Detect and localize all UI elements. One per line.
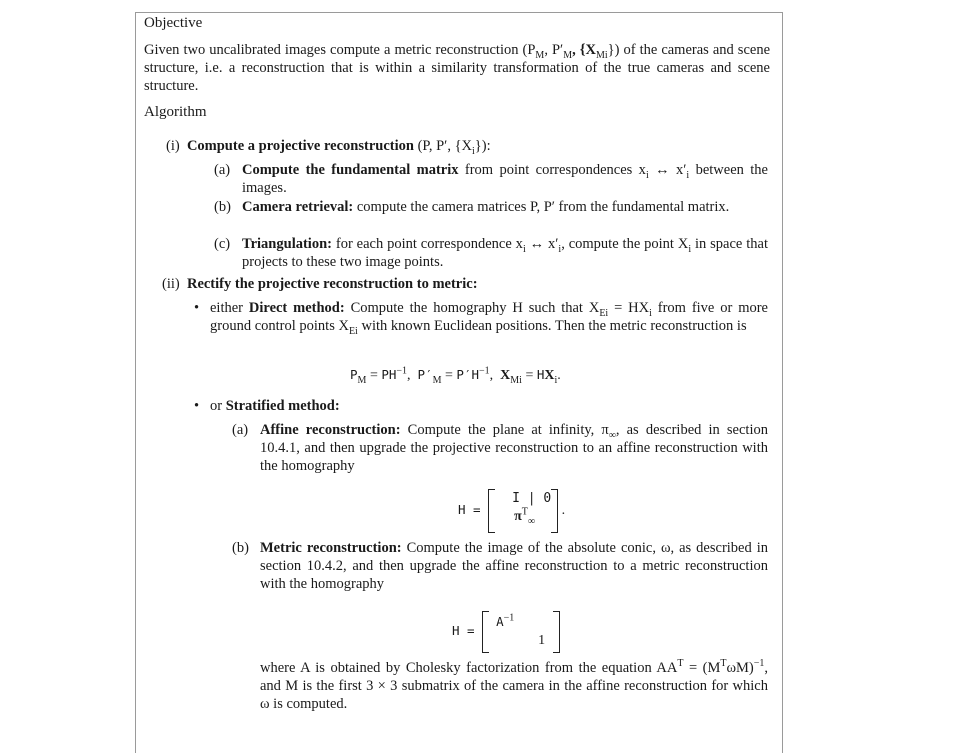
- algorithm-box: Objective Given two uncalibrated images compute a metric reconstruction ($P_M$, $P'_M$, $\{X_{Mi}\}$) of the cameras and scene structure, i.e. a reconstruction that is within a similarity transformation of the true cameras and scene structure. Algorithm (i) Compute a projective reconstruction (P, P′, $\{X_i\}$): (a) Compute the fundamental matrix from point correspondences $x_i$ ↔ $x'_i$ between the images. (b) Camera retrieval: compute the camera matrices P, P′ from the fundamental matrix. (c) Triangulation: for each point correspondence $x_i$ ↔ $x'_i$, compute the point $X_i$ in space that projects to these two image points. (ii) Rectify the projective reconstruction to metric: • either Direct method: Compute the homography H such that $X_{Ei} = HX_i$ from five or more ground control points $X_{Ei}$ with known Euclidean positions. Then the metric reconstruction is $P_M = PH^{-1}$, $P'_M = P'H^{-1}$, $X_{Mi} = HX_i$. • or Stratified method: (a) Affine reconstruction: Compute the plane at infinity, $\pi_\infty$, as described in section 10.4.1, and then upgrade the projective reconstruction to an affine reconstruction with the homography H = I | 0 $\pi^T_\infty$ . (b) Metric reconstruction: Compute the image of the absolute conic, ω, as described in section 10.4.2, and then upgrade the affine reconstruction to a metric reconstruction with the homography H = $A^{-1}$ 1 where A is obtained by Cholesky factorization from the equation $AA^T = (M^T\omega M)^{-1}$, and M is the first 3 × 3 submatrix of the camera in the affine reconstruction for which ω is computed.: [135, 12, 783, 753]
- objective-text: Given two uncalibrated images compute a metric reconstruction ($P_M$, $P'_M$, $\{X_{Mi}\}$) of the cameras and scene structure, i.e. a reconstruction that is within a similarity transformation of the true cameras and scene structure.: [144, 42, 771, 94]
- bullet-icon: •: [194, 398, 200, 414]
- bullet-icon: •: [194, 300, 200, 316]
- equation-affine: H = I | 0 $\pi^T_\infty$ .: [458, 489, 565, 533]
- objective-title: Objective: [144, 15, 203, 31]
- step-1-heading: (i) Compute a projective reconstruction (P, P′, $\{X_i\}$):: [166, 138, 491, 157]
- algorithm-title: Algorithm: [144, 104, 207, 120]
- equation-metric: H = $A^{-1}$ 1: [452, 611, 560, 653]
- equation-direct: $P_M = PH^{-1}$, $P'_M = P'H^{-1}$, $X_{Mi} = HX_i$.: [350, 365, 561, 386]
- step-2-heading: (ii) Rectify the projective reconstruction to metric:: [162, 276, 478, 292]
- affine-matrix: I | 0 $\pi^T_\infty$: [488, 489, 558, 533]
- metric-matrix: $A^{-1}$ 1: [482, 611, 560, 653]
